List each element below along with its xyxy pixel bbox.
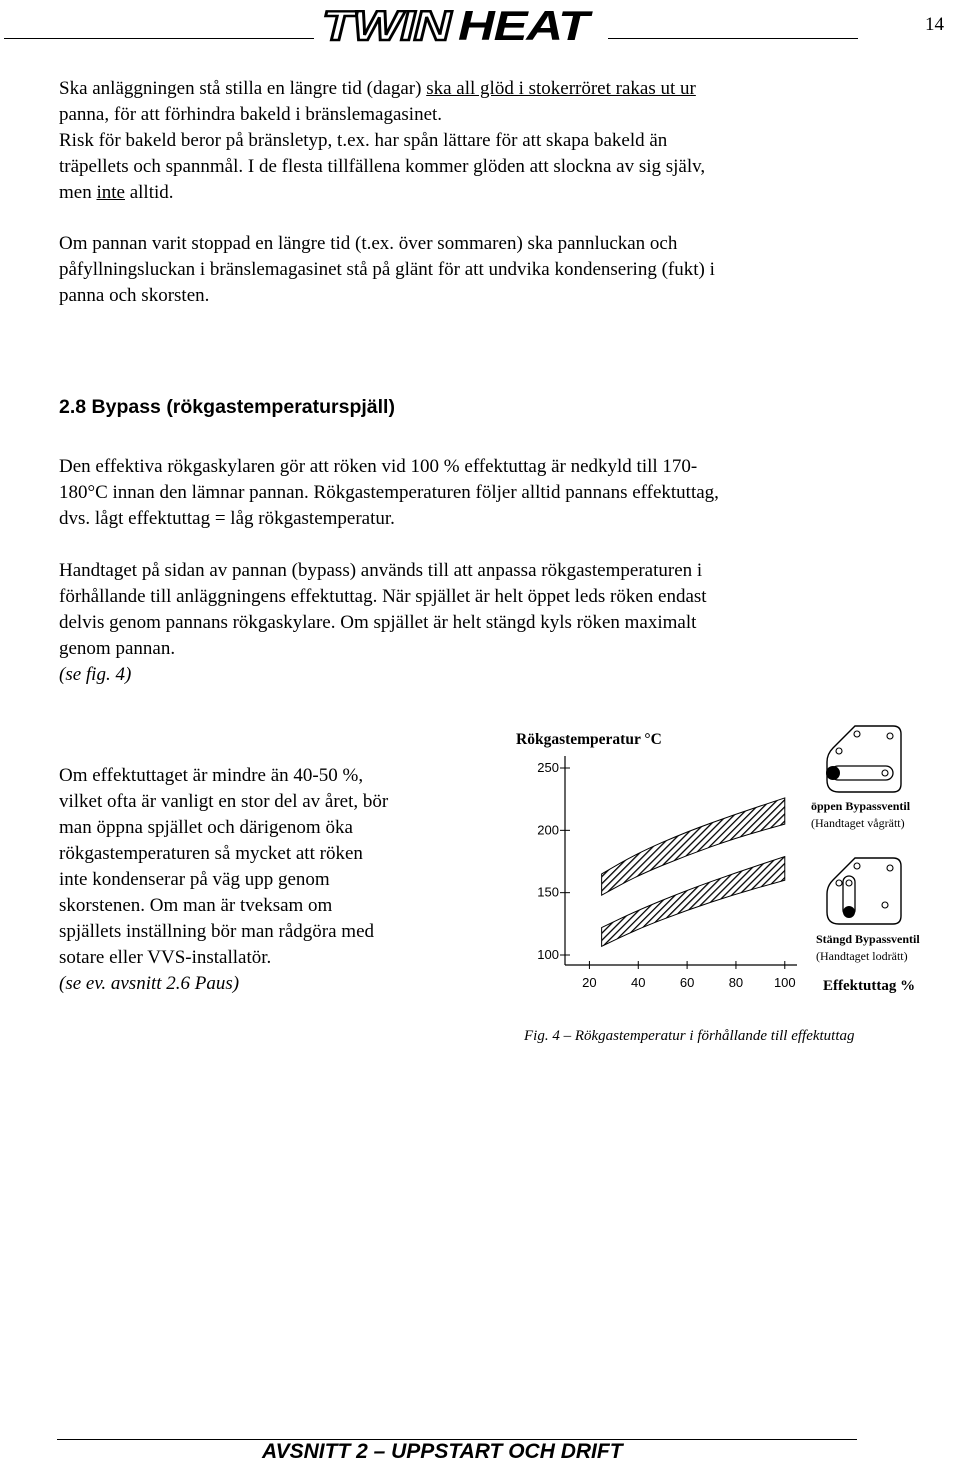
text-line: Den effektiva rökgaskylaren gör att röken vid 100 % effektuttag är nedkyld till 170- bbox=[59, 456, 698, 477]
text-line: genom pannan. bbox=[59, 638, 176, 659]
x-tick-label: 60 bbox=[679, 975, 695, 990]
x-tick-label: 100 bbox=[773, 975, 796, 990]
paragraph-bypass-handle bbox=[59, 558, 707, 688]
flue-temperature-chart bbox=[505, 718, 935, 1018]
text-line: Om effektuttaget är mindre än 40-50 %, bbox=[59, 765, 364, 786]
text-line: delvis genom pannans rökgaskylare. Om spjället är helt stängd kyls röken maximalt bbox=[59, 612, 697, 633]
closed-valve-label: Stängd Bypassventil bbox=[816, 932, 920, 946]
text-line: panna, för att förhindra bakeld i bränslemagasinet. bbox=[59, 104, 443, 125]
bypass-open-icon bbox=[826, 726, 901, 792]
twin-heat-logo bbox=[318, 2, 594, 46]
header-rule-right bbox=[608, 38, 858, 39]
y-tick-label: 200 bbox=[537, 822, 559, 838]
text-line: 180°C innan den lämnar pannan. Rökgastemperaturen följer alltid pannans effektuttag, bbox=[59, 482, 719, 503]
text-line: rökgastemperaturen så mycket att röken bbox=[59, 843, 363, 864]
x-tick-label: 40 bbox=[631, 975, 646, 990]
x-tick-label: 20 bbox=[582, 975, 597, 990]
footer-section-title: AVSNITT 2 – UPPSTART OCH DRIFT bbox=[262, 1440, 623, 1463]
text-line: träpellets och spannmål. I de flesta tillfällena kommer glöden att slockna av sig själv, bbox=[59, 156, 706, 177]
y-tick-label: 100 bbox=[537, 947, 559, 962]
text-line: skorstenen. Om man är tveksam om bbox=[59, 895, 333, 916]
text-line: man öppna spjället och därigenom öka bbox=[59, 817, 353, 838]
paragraph-flue-cooler bbox=[59, 454, 719, 532]
logo-heat-text: HEAT bbox=[458, 2, 594, 46]
text-line: Om pannan varit stoppad en längre tid (t.ex. över sommaren) ska pannluckan och bbox=[59, 233, 678, 254]
chart-bands bbox=[602, 798, 785, 946]
text-line: Handtaget på sidan av pannan (bypass) används till att anpassa rökgastemperaturen i bbox=[59, 560, 703, 581]
text-line: men inte alltid. bbox=[59, 182, 174, 203]
closed-valve-sub: (Handtaget lodrätt) bbox=[816, 949, 908, 963]
x-tick-label: 80 bbox=[728, 975, 744, 990]
y-tick-label: 250 bbox=[537, 760, 559, 775]
text-line: dvs. lågt effektuttag = låg rökgastemperatur. bbox=[59, 508, 395, 529]
text-line: påfyllningsluckan i bränslemagasinet stå på glänt för att undvika kondensering (fukt) i bbox=[59, 259, 715, 280]
paragraph-long-stop bbox=[59, 231, 715, 309]
text-line: (se ev. avsnitt 2.6 Paus) bbox=[59, 973, 240, 994]
text-line: spjällets inställning bör man rådgöra med bbox=[59, 921, 375, 942]
section-heading: 2.8 Bypass (rökgastemperaturspjäll) bbox=[59, 396, 395, 418]
y-tick-label: 150 bbox=[537, 884, 559, 900]
paragraph-low-output bbox=[59, 763, 388, 997]
open-valve-label: öppen Bypassventil bbox=[811, 799, 911, 813]
figure-caption: Fig. 4 – Rökgastemperatur i förhållande till effektuttag bbox=[524, 1028, 855, 1044]
text-line: (se fig. 4) bbox=[59, 664, 132, 685]
text-line: panna och skorsten. bbox=[59, 285, 210, 306]
paragraph-glow-removal bbox=[59, 76, 705, 206]
chart-axes bbox=[565, 756, 797, 965]
x-axis-label: Effektuttag % bbox=[823, 978, 916, 994]
bypass-closed-icon bbox=[827, 858, 901, 924]
text-line: vilket ofta är vanligt en stor del av året, bör bbox=[59, 791, 389, 812]
text-line: inte kondenserar på väg upp genom bbox=[59, 869, 330, 890]
text-line: Ska anläggningen stå stilla en längre tid (dagar) ska all glöd i stokerröret rakas ut ur bbox=[59, 78, 696, 99]
page-number: 14 bbox=[925, 14, 944, 35]
header-rule-left bbox=[4, 38, 314, 39]
open-valve-sub: (Handtaget vågrätt) bbox=[811, 816, 905, 830]
text-line: förhållande till anläggningens effektuttag. När spjället är helt öppet leds röken endast bbox=[59, 586, 707, 607]
text-line: sotare eller VVS-installatör. bbox=[59, 947, 272, 968]
logo-twin-text: TWIN bbox=[322, 2, 454, 46]
chart-title: Rökgastemperatur °C bbox=[516, 731, 662, 748]
text-line: Risk för bakeld beror på bränsletyp, t.ex. har spån lättare för att skapa bakeld än bbox=[59, 130, 668, 151]
